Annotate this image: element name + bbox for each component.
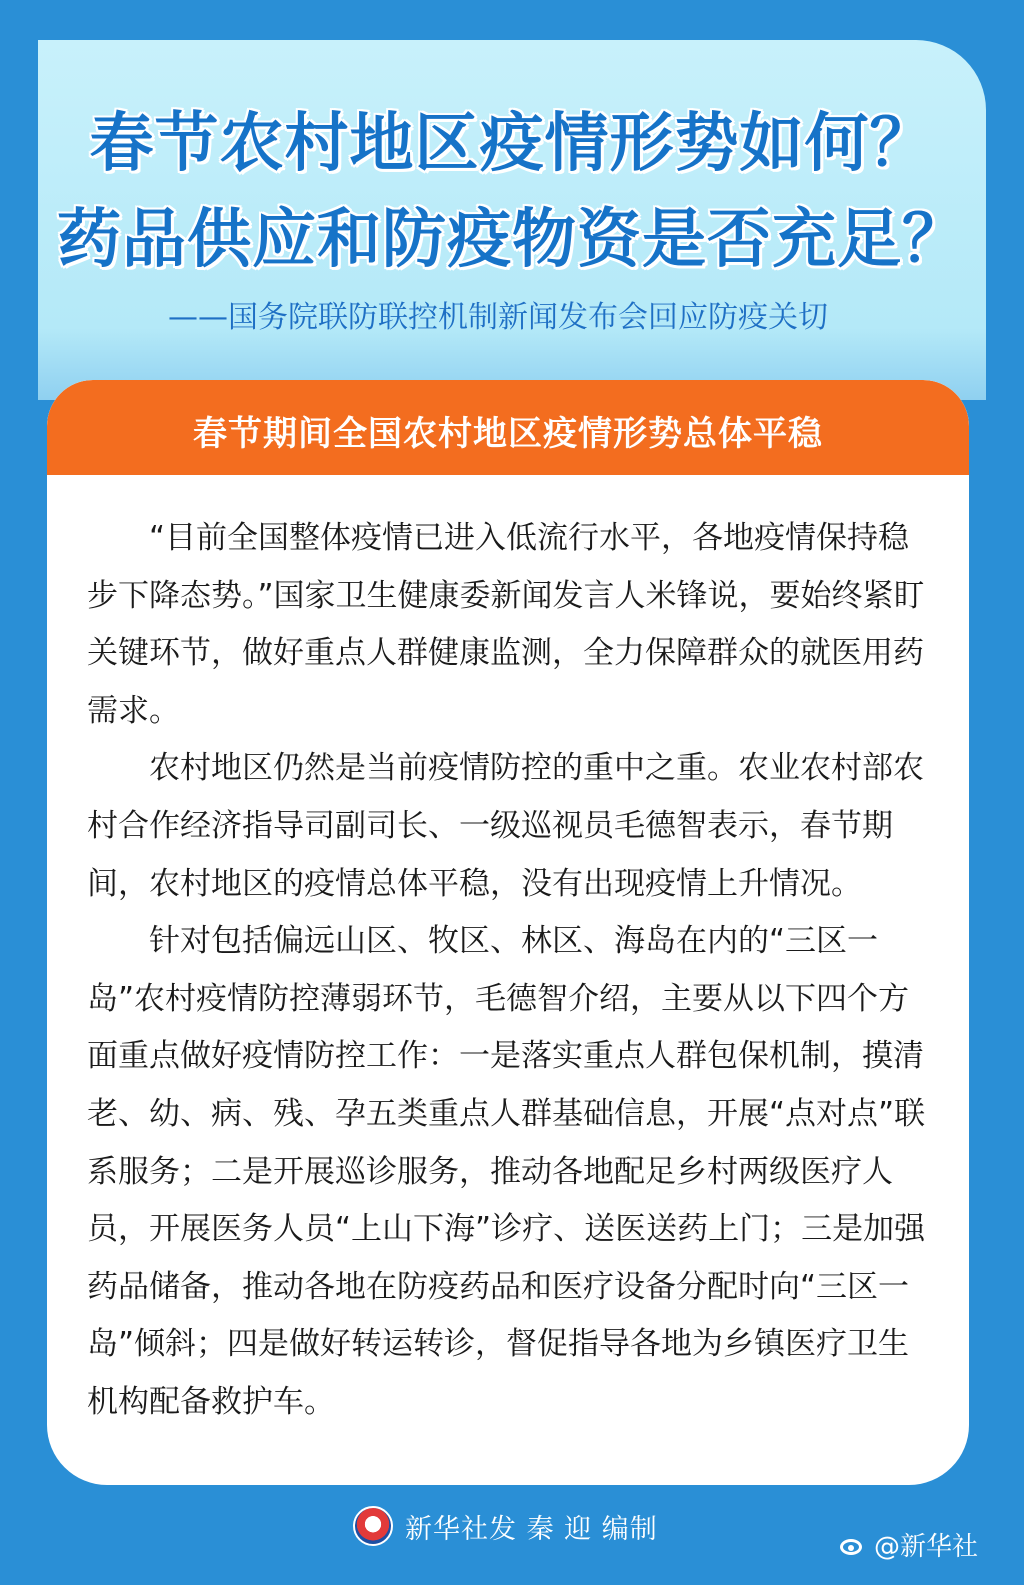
main-title-line-1: 春节农村地区疫情形势如何？ <box>89 107 935 181</box>
xinhua-logo-icon <box>353 1506 393 1546</box>
footer-credit-text: 新华社发 秦 迎 编制 <box>405 1513 658 1545</box>
paragraph-1: “目前全国整体疫情已进入低流行水平，各地疫情保持稳步下降态势。”国家卫生健康委新闻发言人米锋说，要始终紧盯关键环节，做好重点人群健康监测，全力保障群众的就医用药需求。 <box>87 520 925 729</box>
paragraph-3: 针对包括偏远山区、牧区、林区、海岛在内的“三区一岛”农村疫情防控薄弱环节，毛德智介绍，主要从以下四个方面重点做好疫情防控工作：一是落实重点人群包保机制，摸清老、幼、病、残、孕五类重点人群基础信息，开展“点对点”联系服务；二是开展巡诊服务，推动各地配足乡村两级医疗人员，开展医务人员“上山下海”诊疗、送医送药上门；三是加强药品储备，推动各地在防疫药品和医疗设备分配时向“三区一岛”倾斜；四是做好转运转诊，督促指导各地为乡镇医疗卫生机构配备救护车。 <box>87 923 926 1420</box>
section-header-title: 春节期间全国农村地区疫情形势总体平稳 <box>193 414 823 454</box>
subtitle: ——国务院联防联控机制新闻发布会回应防疫关切 <box>168 300 828 335</box>
weibo-icon <box>838 1533 868 1557</box>
paragraph-2: 农村地区仍然是当前疫情防控的重中之重。农业农村部农村合作经济指导司副司长、一级巡视员毛德智表示，春节期间，农村地区的疫情总体平稳，没有出现疫情上升情况。 <box>87 750 924 902</box>
article-body <box>87 510 932 1432</box>
weibo-watermark <box>838 1526 978 1563</box>
footer-credit <box>353 1506 658 1546</box>
content-card <box>47 380 969 1485</box>
watermark-text: @新华社 <box>874 1532 979 1562</box>
section-header <box>47 380 969 475</box>
main-title-line-2: 药品供应和防疫物资是否充足？ <box>57 203 967 277</box>
